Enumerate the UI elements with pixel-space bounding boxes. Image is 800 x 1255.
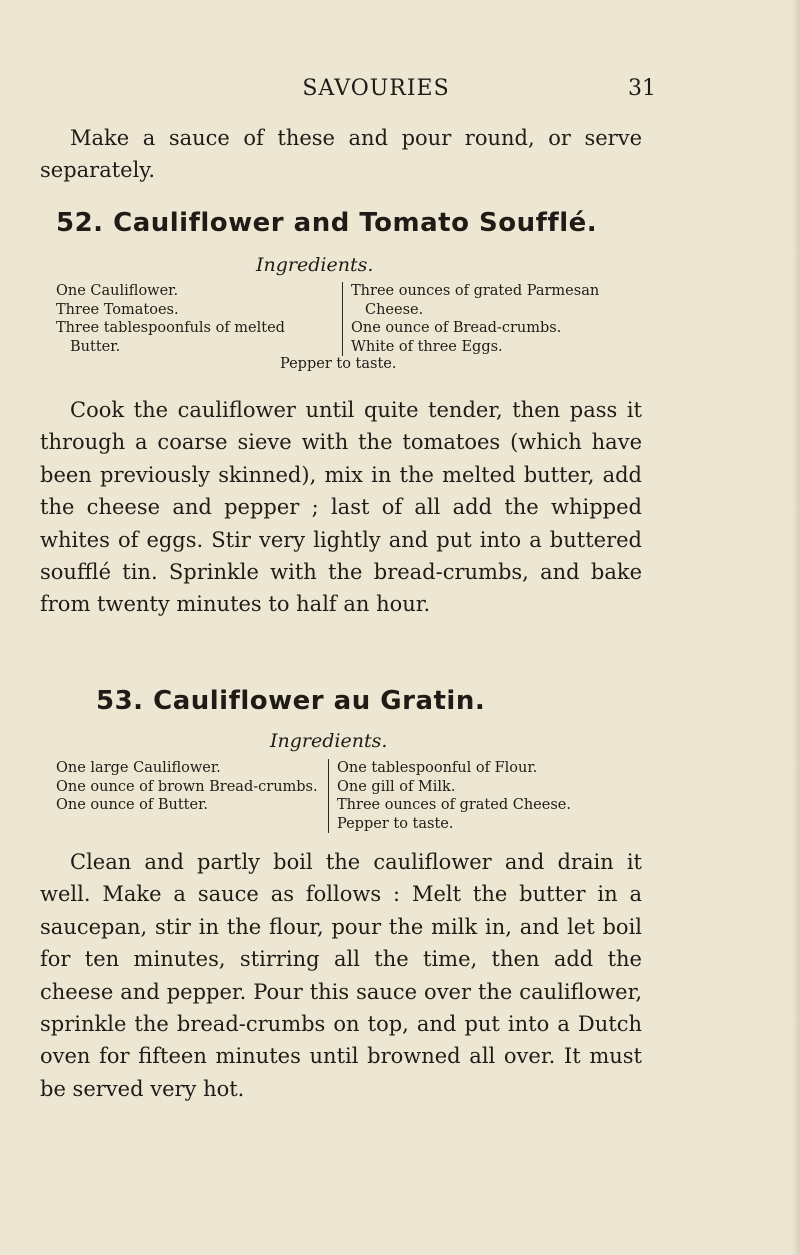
recipe-53-ingredients-left — [56, 759, 318, 815]
recipe-52-ingredients-left — [56, 282, 332, 356]
recipe-52-method: Cook the cauliflower until quite tender, then pass it through a coarse sieve with the tomatoes (which have been previously skinned), mix in the melted butter, add the cheese and pepper ; last of all add the whipped whites of eggs. Stir very lightly and put into a buttered soufflé tin. Sprinkle with the bread-crumbs, and bake from twenty minutes to half an hour. — [40, 398, 642, 617]
ingredient-item: One ounce of brown Bread-crumbs. — [56, 778, 318, 795]
recipe-53-ingredients-right — [328, 759, 655, 833]
ingredient-item: Three tablespoonfuls of melted Butter. — [56, 320, 285, 355]
ingredient-item: Three Tomatoes. — [56, 301, 179, 318]
ingredient-item: Pepper to taste. — [337, 815, 454, 832]
ingredient-item: Three ounces of grated Parmesan Cheese. — [351, 283, 600, 318]
ingredient-item: One gill of Milk. — [337, 778, 456, 795]
recipe-53-title: 53. Cauliflower au Gratin. — [96, 686, 486, 716]
recipe-52-ingredients-right — [342, 282, 657, 356]
running-head — [96, 76, 656, 106]
recipe-52-title: 52. Cauliflower and Tomato Soufflé. — [56, 208, 598, 238]
ingredient-item: One large Cauliflower. — [56, 760, 221, 776]
ingredient-item: One ounce of Butter. — [56, 797, 209, 813]
recipe-53-method: Clean and partly boil the cauliflower and drain it well. Make a sauce as follows : Melt the butter in a saucepan, stir in the flour, pour the milk in, and let boil for ten minutes, stirring all the time, then add the cheese and pepper. Pour this sauce over the cauliflower, sprinkle the bread-crumbs on top, and put into a Dutch oven for fifteen minutes until browned all over. It must be served very hot. — [40, 850, 642, 1101]
ingredient-item: White of three Eggs. — [351, 338, 503, 355]
recipe-53-ingredients-heading: Ingredients. — [270, 730, 388, 752]
recipe-52-ingredients-footer: Pepper to taste. — [280, 356, 397, 372]
ingredient-item: One ounce of Bread-crumbs. — [351, 320, 562, 336]
page-number: 31 — [628, 76, 656, 101]
page-edge-shadow — [792, 0, 800, 1255]
intro-paragraph: Make a sauce of these and pour round, or serve separately. — [40, 126, 642, 183]
recipe-52-ingredients-heading: Ingredients. — [256, 254, 374, 276]
ingredient-item: Three ounces of grated Cheese. — [337, 797, 571, 813]
ingredient-item: One tablespoonful of Flour. — [337, 760, 538, 776]
ingredient-item: One Cauliflower. — [56, 283, 179, 299]
running-title: SAVOURIES — [302, 76, 450, 101]
